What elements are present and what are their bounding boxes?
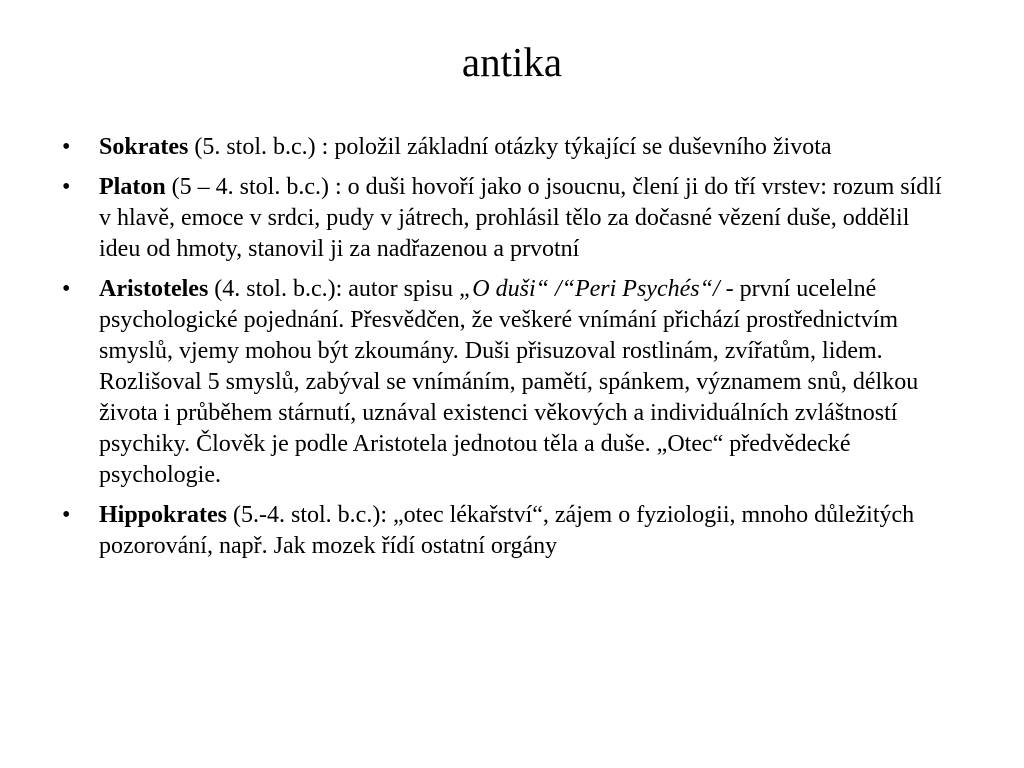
bullet-text: (4. stol. b.c.): autor spisu: [208, 276, 459, 302]
bullet-item-aristoteles: [62, 274, 942, 491]
person-name: Aristoteles: [99, 276, 209, 302]
bullet-text: (5.-4. stol. b.c.): „otec lékařství“, zájem o fyziologii, mnoho důležitých pozorování, např. Jak mozek řídí ostatní orgány: [99, 502, 915, 559]
bullet-text: (5 – 4. stol. b.c.) : o duši hovoří jako o jsoucnu, člení ji do tří vrstev: rozum sídlí v hlavě, emoce v srdci, pudy v játrech, prohlásil tělo za dočasné vězení duše, oddělil ideu od hmoty, stanovil ji za nadřazenou a prvotní: [99, 174, 942, 262]
bullet-item-hippokrates: [62, 500, 942, 562]
bullet-text: - první ucelelné psychologické pojednání. Přesvědčen, že veškeré vnímání přichází prostřednictvím smyslů, vjemy mohou být zkoumány. Duši přisuzoval rostlinám, zvířatům, lidem. Rozlišoval 5 smyslů, zabýval se vnímáním, pamětí, spánkem, významem snů, délkou života i průběhem stárnutí, uznával existenci věkových a individuálních zvláštností psychiky. Člověk je podle Aristotela jednotou těla a duše. „Otec“ předvědecké psychologie.: [99, 276, 919, 488]
person-name: Platon: [99, 174, 166, 200]
bullet-item-sokrates: [62, 132, 942, 163]
bullet-icon: •: [62, 174, 71, 200]
person-name: Hippokrates: [99, 502, 228, 528]
bullet-item-platon: [62, 172, 942, 265]
bullet-icon: •: [62, 134, 71, 160]
slide-title: antika: [461, 39, 563, 85]
book-title: „O duši“ /“Peri Psychés“/: [458, 276, 720, 302]
bullet-list: [62, 132, 942, 571]
person-name: Sokrates: [99, 134, 189, 160]
bullet-text: (5. stol. b.c.) : položil základní otázky týkající se duševního života: [188, 134, 832, 160]
bullet-icon: •: [62, 276, 71, 302]
bullet-icon: •: [62, 502, 71, 528]
